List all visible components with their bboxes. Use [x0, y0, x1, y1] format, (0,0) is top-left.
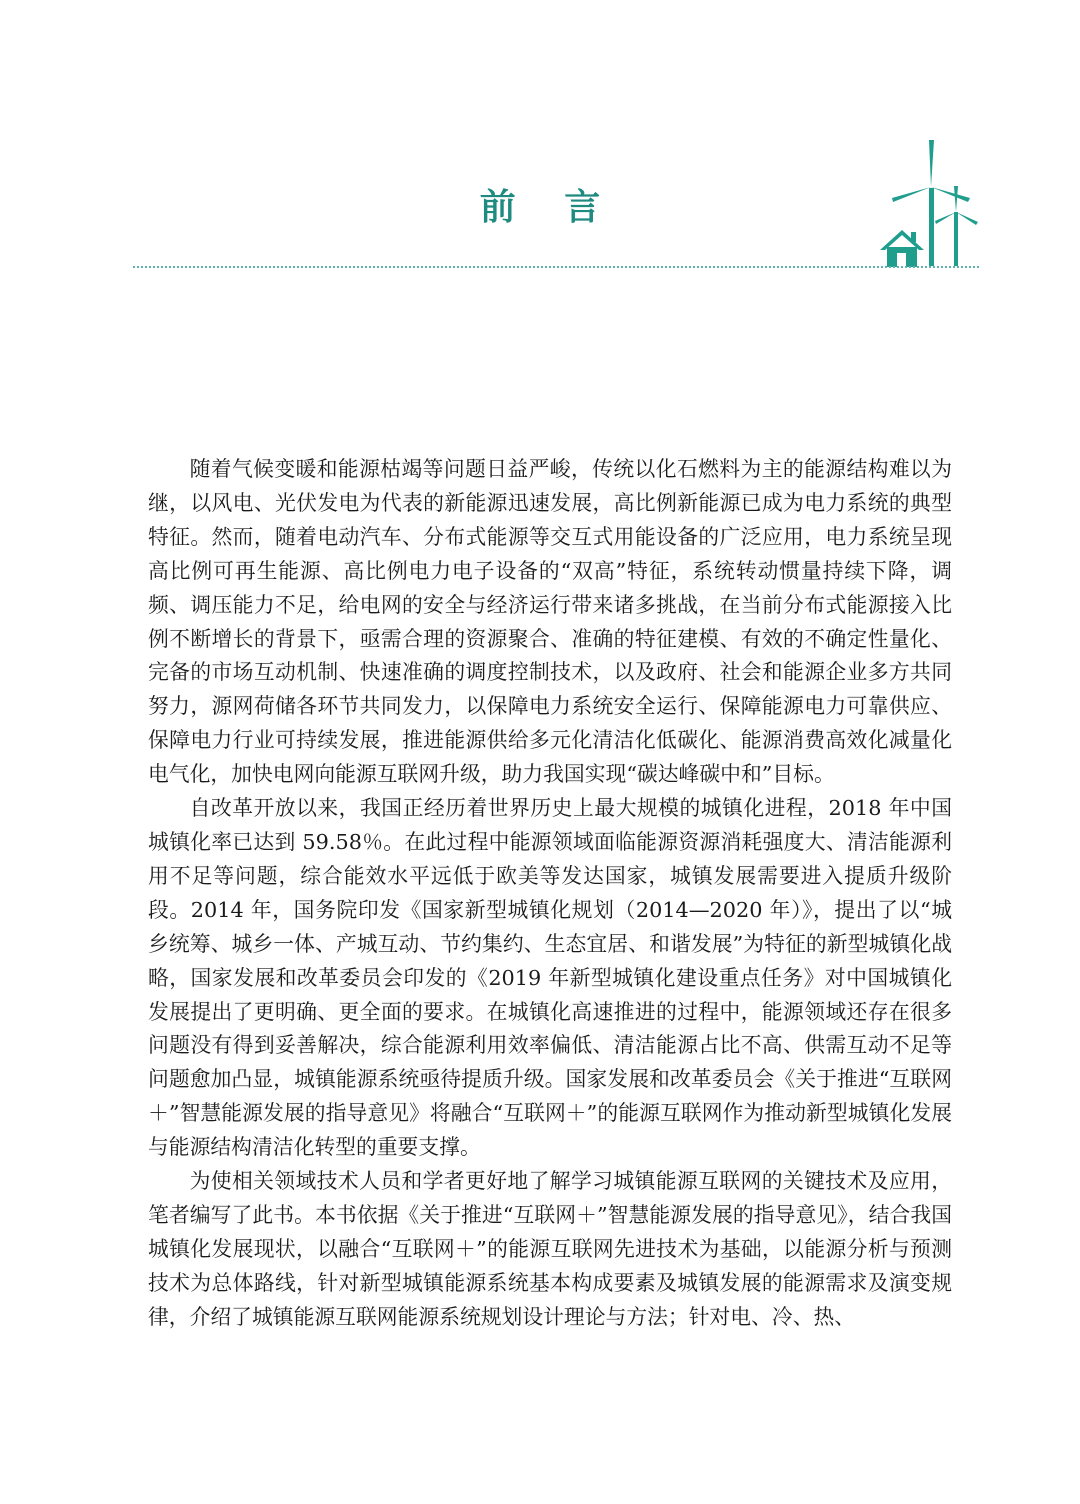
- preface-paragraph-1: 随着气候变暖和能源枯竭等问题日益严峻，传统以化石燃料为主的能源结构难以为继，以风电、光伏发电为代表的新能源迅速发展，高比例新能源已成为电力系统的典型特征。然而，随着电动汽车、分布式能源等交互式用能设备的广泛应用，电力系统呈现高比例可再生能源、高比例电力电子设备的“双高”特征，系统转动惯量持续下降，调频、调压能力不足，给电网的安全与经济运行带来诸多挑战，在当前分布式能源接入比例不断增长的背景下，亟需合理的资源聚合、准确的特征建模、有效的不确定性量化、完备的市场互动机制、快速准确的调度控制技术，以及政府、社会和能源企业多方共同努力，源网荷储各环节共同发力，以保障电力系统安全运行、保障能源电力可靠供应、保障电力行业可持续发展，推进能源供给多元化清洁化低碳化、能源消费高效化减量化电气化，加快电网向能源互联网升级，助力我国实现“碳达峰碳中和”目标。: [148, 457, 952, 787]
- preface-paragraph-3: 为使相关领域技术人员和学者更好地了解学习城镇能源互联网的关键技术及应用，笔者编写了此书。本书依据《关于推进“互联网＋”智慧能源发展的指导意见》，结合我国城镇化发展现状，以融合“互联网＋”的能源互联网先进技术为基础，以能源分析与预测技术为总体路线，针对新型城镇能源系统基本构成要素及城镇发展的能源需求及演变规律，介绍了城镇能源互联网能源系统规划设计理论与方法；针对电、冷、热、: [148, 1169, 952, 1329]
- header-divider: [133, 266, 979, 268]
- preface-body: [148, 453, 952, 1335]
- wind-turbine-house-icon: [878, 140, 982, 268]
- preface-paragraph-2: 自改革开放以来，我国正经历着世界历史上最大规模的城镇化进程，2018 年中国城镇化率已达到 59.58％。在此过程中能源领域面临能源资源消耗强度大、清洁能源利用不足等问题，综合能效水平远低于欧美等发达国家，城镇发展需要进入提质升级阶段。2014 年，国务院印发《国家新型城镇化规划（2014—2020 年）》，提出了以“城乡统筹、城乡一体、产城互动、节约集约、生态宜居、和谐发展”为特征的新型城镇化战略，国家发展和改革委员会印发的《2019 年新型城镇化建设重点任务》对中国城镇化发展提出了更明确、更全面的要求。在城镇化高速推进的过程中，能源领域还存在很多问题没有得到妥善解决，综合能源利用效率偏低、清洁能源占比不高、供需互动不足等问题愈加凸显，城镇能源系统亟待提质升级。国家发展和改革委员会《关于推进“互联网＋”智慧能源发展的指导意见》将融合“互联网＋”的能源互联网作为推动新型城镇化发展与能源结构清洁化转型的重要支撑。: [148, 796, 952, 1160]
- page-title: 前 言: [479, 186, 619, 228]
